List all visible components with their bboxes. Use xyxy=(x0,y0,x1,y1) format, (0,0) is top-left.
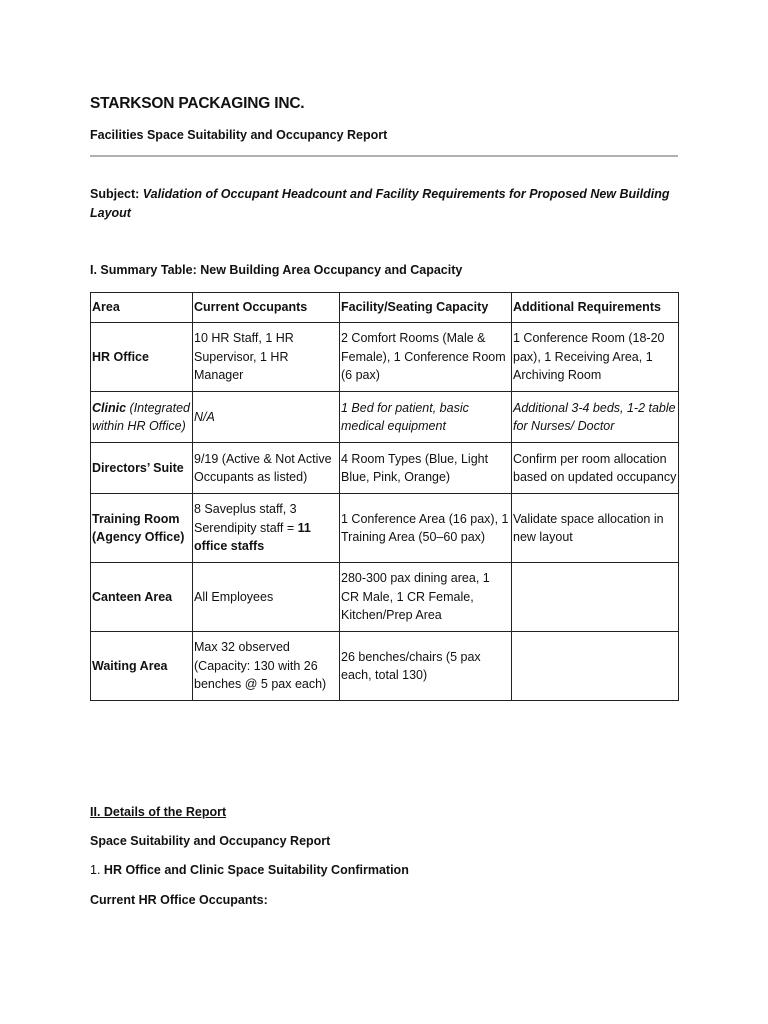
cell-occupants: All Employees xyxy=(193,563,340,632)
area-note: (Integrated within HR Office) xyxy=(92,400,190,433)
occupants-heading: Current HR Office Occupants: xyxy=(90,893,268,907)
table-row xyxy=(91,443,679,494)
subject-line xyxy=(90,185,670,223)
column-header-occupants: Current Occupants xyxy=(193,293,340,323)
table-row xyxy=(91,632,679,701)
column-header-capacity: Facility/Seating Capacity xyxy=(340,293,512,323)
report-title: Facilities Space Suitability and Occupancy Report xyxy=(90,128,388,142)
section-1-title: I. Summary Table: New Building Area Occupancy and Capacity xyxy=(90,263,463,277)
table-header-row xyxy=(91,293,679,323)
cell-area: Canteen Area xyxy=(91,563,193,632)
table-row xyxy=(91,392,679,443)
cell-requirements: Additional 3-4 beds, 1-2 table for Nurses/ Doctor xyxy=(512,392,679,443)
column-header-area: Area xyxy=(91,293,193,323)
cell-requirements xyxy=(512,563,679,632)
cell-area: HR Office xyxy=(91,323,193,392)
item-title: HR Office and Clinic Space Suitability Confirmation xyxy=(103,863,409,877)
cell-requirements: Validate space allocation in new layout xyxy=(512,494,679,563)
company-name: STARKSON PACKAGING INC. xyxy=(90,95,305,112)
item-number: 1. xyxy=(90,863,101,877)
cell-area: Waiting Area xyxy=(91,632,193,701)
horizontal-divider xyxy=(90,155,678,157)
cell-capacity: 26 benches/chairs (5 pax each, total 130) xyxy=(340,632,512,701)
cell-occupants xyxy=(193,494,340,563)
cell-capacity: 2 Comfort Rooms (Male & Female), 1 Conference Room (6 pax) xyxy=(340,323,512,392)
cell-requirements xyxy=(512,632,679,701)
cell-capacity: 4 Room Types (Blue, Light Blue, Pink, Orange) xyxy=(340,443,512,494)
cell-area: Training Room (Agency Office) xyxy=(91,494,193,563)
area-name: Clinic xyxy=(92,400,127,415)
cell-occupants: 9/19 (Active & Not Active Occupants as listed) xyxy=(193,443,340,494)
subject-text: Validation of Occupant Headcount and Facility Requirements for Proposed New Building Layout xyxy=(90,187,670,220)
cell-capacity: 1 Conference Area (16 pax), 1 Training Area (50–60 pax) xyxy=(340,494,512,563)
cell-area xyxy=(91,392,193,443)
cell-capacity: 280-300 pax dining area, 1 CR Male, 1 CR Female, Kitchen/Prep Area xyxy=(340,563,512,632)
table-row xyxy=(91,563,679,632)
subject-label: Subject: xyxy=(90,187,140,201)
occupants-text: 8 Saveplus staff, 3 Serendipity staff = xyxy=(194,502,297,535)
section-2-item-1 xyxy=(90,863,409,877)
section-2-subtitle: Space Suitability and Occupancy Report xyxy=(90,834,331,848)
cell-capacity: 1 Bed for patient, basic medical equipment xyxy=(340,392,512,443)
cell-requirements: Confirm per room allocation based on updated occupancy xyxy=(512,443,679,494)
table-row xyxy=(91,494,679,563)
cell-area: Directors’ Suite xyxy=(91,443,193,494)
cell-occupants: Max 32 observed (Capacity: 130 with 26 benches @ 5 pax each) xyxy=(193,632,340,701)
occupants-total: 11 office staffs xyxy=(194,520,311,554)
summary-table xyxy=(90,292,679,701)
section-2-title: II. Details of the Report xyxy=(90,805,227,819)
table-row xyxy=(91,323,679,392)
cell-occupants: N/A xyxy=(193,392,340,443)
column-header-requirements: Additional Requirements xyxy=(512,293,679,323)
cell-requirements: 1 Conference Room (18-20 pax), 1 Receiving Area, 1 Archiving Room xyxy=(512,323,679,392)
cell-occupants: 10 HR Staff, 1 HR Supervisor, 1 HR Manager xyxy=(193,323,340,392)
